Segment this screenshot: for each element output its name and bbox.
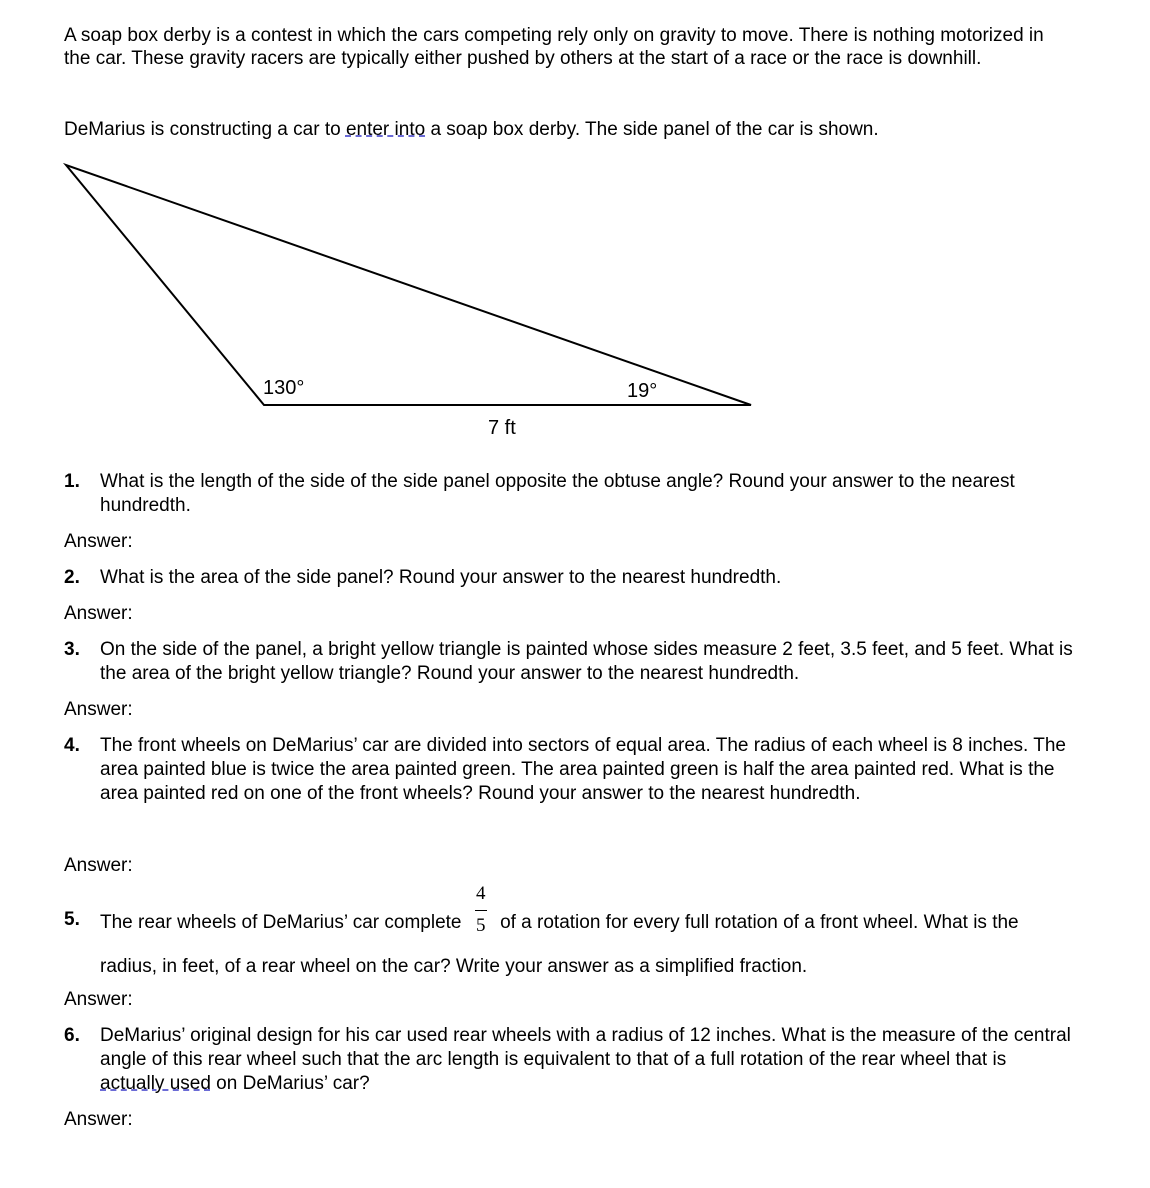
fraction-denominator: 5: [476, 915, 486, 936]
base-length-label: 7 ft: [488, 417, 516, 439]
fraction-four-fifths: [467, 883, 495, 936]
question-5-text-after: of a rotation for every full rotation of a front wheel. What is the: [500, 912, 1019, 933]
question-5-number: 5.: [64, 909, 80, 930]
fraction-bar: [475, 910, 487, 911]
question-6: [64, 1024, 1074, 1096]
answer-2-label: Answer:: [64, 603, 133, 624]
answer-6-label: Answer:: [64, 1109, 133, 1130]
question-4-number: 4.: [64, 735, 80, 756]
question-5-line-2: radius, in feet, of a rear wheel on the car? Write your answer as a simplified fraction.: [100, 956, 808, 977]
question-1-text: What is the length of the side of the side panel opposite the obtuse angle? Round your answer to the nearest hundredth.: [100, 471, 1015, 516]
question-5: [64, 883, 1074, 979]
intro-p2-after: a soap box derby. The side panel of the car is shown.: [425, 119, 879, 140]
question-5-line-1: [100, 883, 1074, 936]
side-panel-figure: [0, 0, 1150, 460]
question-1: [64, 470, 1074, 518]
question-4-text: The front wheels on DeMarius’ car are divided into sectors of equal area. The radius of each wheel is 8 inches. The area painted blue is twice the area painted green. The area painted green is half the area painted red. What is the area painted red on one of the front wheels? Round your answer to the nearest hundredth.: [100, 735, 1067, 804]
question-6-text-before: DeMarius’ original design for his car used rear wheels with a radius of 12 inches. What is the measure of the central angle of this rear wheel such that the arc length is equivalent to that of a full rotation of the rear wheel that is: [100, 1025, 1071, 1070]
question-3-number: 3.: [64, 639, 80, 660]
intro-p2-underlined: enter into: [345, 119, 426, 140]
question-6-text: [100, 1024, 1074, 1096]
question-2-number: 2.: [64, 567, 80, 588]
fraction-numerator: 4: [476, 883, 486, 904]
intro-paragraph-1: A soap box derby is a contest in which the cars competing rely only on gravity to move. There is nothing motorized in the car. These gravity racers are typically either pushed by others at the start of a race or the race is downhill.: [64, 25, 1044, 69]
question-4: [64, 734, 1074, 806]
angle-19-label: 19°: [627, 380, 658, 402]
question-2-text: What is the area of the side panel? Round your answer to the nearest hundredth.: [100, 567, 782, 588]
question-3-text: On the side of the panel, a bright yellow triangle is painted whose sides measure 2 feet, 3.5 feet, and 5 feet. What is the area of the bright yellow triangle? Round your answer to the nearest hundredth.: [100, 639, 1073, 684]
answer-3-label: Answer:: [64, 699, 133, 720]
question-1-number: 1.: [64, 471, 80, 492]
intro-p2-before: DeMarius is constructing a car to: [64, 119, 346, 140]
question-2: [64, 566, 1074, 590]
question-5-text-before: The rear wheels of DeMarius’ car complete: [100, 912, 462, 933]
question-6-underlined: actually used: [100, 1073, 211, 1094]
answer-5-label: Answer:: [64, 989, 133, 1010]
answer-1-label: Answer:: [64, 531, 133, 552]
answer-4-label: Answer:: [64, 855, 133, 876]
question-3: [64, 638, 1074, 686]
question-6-text-after: on DeMarius’ car?: [210, 1073, 370, 1094]
side-panel-triangle: [66, 165, 751, 405]
angle-130-label: 130°: [263, 377, 305, 399]
question-6-number: 6.: [64, 1025, 80, 1046]
